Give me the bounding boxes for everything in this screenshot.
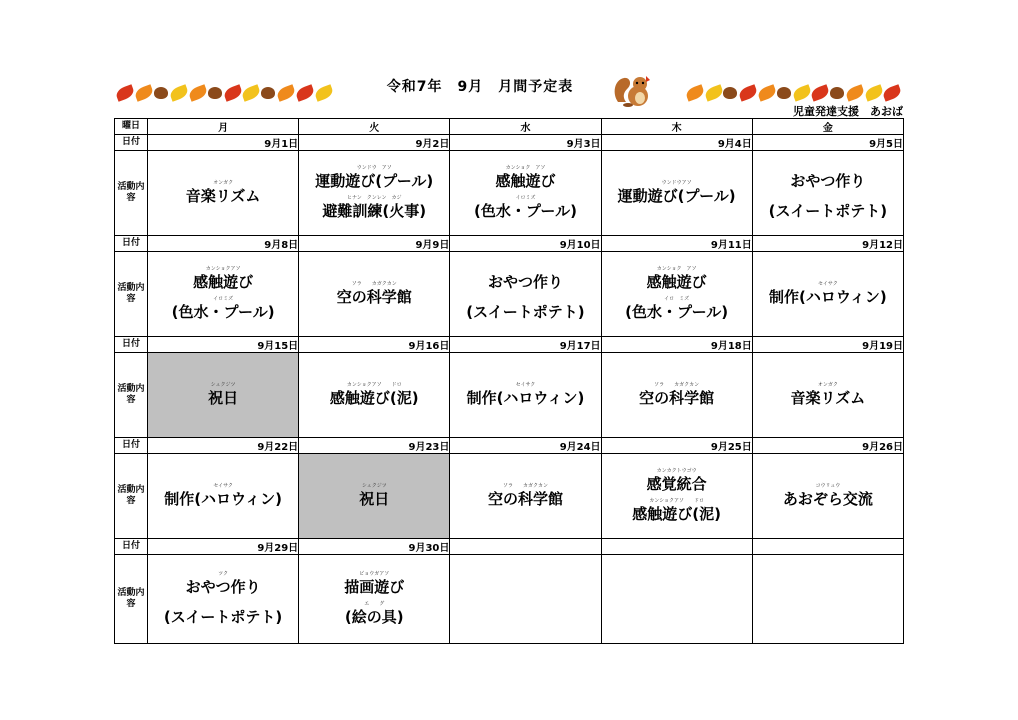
date-label: 日付 (115, 337, 148, 353)
chestnut-icon (777, 87, 791, 99)
furigana-reading: コウリュウ (815, 483, 841, 489)
date-cell: 9月29日 (148, 539, 299, 555)
furigana-reading: シュクジツ (361, 483, 387, 489)
autumn-leaf-icon (791, 84, 812, 101)
autumn-leaf-icon (314, 84, 335, 101)
activity-name: 音楽リズム (790, 389, 866, 407)
activity-cell (450, 454, 601, 539)
activity-detail: (スイートポテト) (163, 608, 283, 626)
autumn-leaves-garland-left (116, 80, 334, 106)
autumn-leaf-icon (276, 84, 297, 101)
activity-name: 感触遊び (495, 172, 556, 190)
furigana-reading: エ グ (364, 601, 385, 607)
autumn-leaf-icon (844, 84, 865, 101)
activity-row (115, 252, 904, 337)
activity-name: おやつ作り (487, 273, 563, 291)
date-cell: 9月12日 (752, 236, 903, 252)
activity-cell (299, 353, 450, 438)
activity-cell (450, 555, 601, 644)
activity-name: 感触遊び (193, 273, 254, 291)
date-row (115, 135, 904, 151)
furigana-reading: カンショクアソ ドロ (346, 382, 402, 388)
activity-name: 感覚統合 (646, 475, 707, 493)
activity-label: 活動内容 (115, 555, 148, 644)
activity-name: 祝日 (359, 490, 390, 508)
weekday-header: 木 (601, 119, 752, 135)
date-cell: 9月22日 (148, 438, 299, 454)
weekday-header: 水 (450, 119, 601, 135)
furigana-reading (450, 596, 600, 602)
activity-cell (299, 151, 450, 236)
date-cell: 9月24日 (450, 438, 601, 454)
activity-detail: (色水・プール) (625, 303, 729, 321)
date-row (115, 236, 904, 252)
activity-label: 活動内容 (115, 151, 148, 236)
date-cell: 9月8日 (148, 236, 299, 252)
autumn-leaf-icon (133, 84, 154, 101)
date-row (115, 438, 904, 454)
furigana-reading (602, 596, 752, 602)
furigana-reading: シュクジツ (210, 382, 236, 388)
furigana-reading: ウンドウ アソ (356, 165, 392, 171)
date-label: 日付 (115, 438, 148, 454)
activity-name: 空の科学館 (336, 288, 412, 306)
activity-cell (450, 151, 601, 236)
date-cell: 9月4日 (601, 135, 752, 151)
date-cell: 9月3日 (450, 135, 601, 151)
weekday-header: 火 (299, 119, 450, 135)
chestnut-icon (261, 87, 275, 99)
activity-cell (450, 252, 601, 337)
activity-name: 感触遊び(泥) (329, 389, 419, 407)
squirrel-icon (610, 72, 656, 108)
activity-cell (601, 151, 752, 236)
activity-name: 制作(ハロウィン) (164, 490, 282, 508)
activity-name: 感触遊び (646, 273, 707, 291)
activity-cell (601, 454, 752, 539)
date-cell: 9月17日 (450, 337, 601, 353)
furigana-reading: オンガク (213, 180, 234, 186)
weekday-header: 金 (752, 119, 903, 135)
furigana-reading: ソラ カガクカン (654, 382, 700, 388)
activity-name: あおぞら交流 (782, 490, 873, 508)
furigana-reading: ヒナン クンレン カジ (347, 195, 402, 201)
activity-name: おやつ作り (790, 172, 866, 190)
date-cell: 9月2日 (299, 135, 450, 151)
activity-detail: (絵の具) (344, 608, 404, 626)
activity-detail: (スイートポテト) (768, 202, 888, 220)
date-row (115, 539, 904, 555)
date-cell: 9月10日 (450, 236, 601, 252)
date-label: 日付 (115, 539, 148, 555)
monthly-schedule-table (114, 118, 904, 644)
autumn-leaf-icon (756, 84, 777, 101)
date-cell: 9月5日 (752, 135, 903, 151)
date-cell (601, 539, 752, 555)
autumn-leaf-icon (703, 84, 724, 101)
date-label: 日付 (115, 135, 148, 151)
date-cell: 9月25日 (601, 438, 752, 454)
activity-cell (450, 353, 601, 438)
furigana-reading: カンショクアソ (205, 266, 241, 272)
date-cell: 9月1日 (148, 135, 299, 151)
activity-name: 運動遊び(プール) (315, 172, 434, 190)
furigana-reading: イロ ミズ (664, 296, 690, 302)
date-cell: 9月15日 (148, 337, 299, 353)
autumn-leaf-icon (241, 84, 262, 101)
date-cell: 9月30日 (299, 539, 450, 555)
activity-cell (148, 252, 299, 337)
furigana-reading: セイサク (515, 382, 536, 388)
date-row (115, 337, 904, 353)
autumn-leaf-icon (114, 84, 135, 101)
activity-cell (299, 252, 450, 337)
date-cell: 9月18日 (601, 337, 752, 353)
date-cell: 9月9日 (299, 236, 450, 252)
date-cell (752, 539, 903, 555)
activity-name: 制作(ハロウィン) (466, 389, 585, 407)
autumn-leaf-icon (222, 84, 243, 101)
organization-name: 児童発達支援 あおば (793, 105, 903, 118)
chestnut-icon (208, 87, 222, 99)
date-cell: 9月16日 (299, 337, 450, 353)
autumn-leaf-icon (863, 84, 884, 101)
activity-label: 活動内容 (115, 252, 148, 337)
activity-row (115, 151, 904, 236)
activity-cell (752, 454, 903, 539)
activity-label: 活動内容 (115, 454, 148, 539)
activity-cell (752, 353, 903, 438)
furigana-reading: カンショク アソ (505, 165, 546, 171)
activity-cell (299, 555, 450, 644)
holiday-cell (148, 353, 299, 438)
activity-cell (752, 252, 903, 337)
activity-detail: (色水・プール) (473, 202, 577, 220)
autumn-leaf-icon (810, 84, 831, 101)
autumn-leaf-icon (684, 84, 705, 101)
date-cell: 9月11日 (601, 236, 752, 252)
weekday-header-row (115, 119, 904, 135)
activity-detail: (スイートポテト) (466, 303, 585, 321)
furigana-reading: ウンドウアソ (661, 180, 692, 186)
holiday-cell (299, 454, 450, 539)
furigana-reading: ソラ カガクカン (502, 483, 548, 489)
page-title: 令和7年 9月 月間予定表 (386, 79, 574, 95)
autumn-leaf-icon (882, 84, 903, 101)
chestnut-icon (723, 87, 737, 99)
activity-name: 音楽リズム (185, 187, 261, 205)
activity-cell (752, 151, 903, 236)
furigana-reading (753, 596, 903, 602)
furigana-reading: ツク (218, 571, 229, 577)
activity-name: 運動遊び(プール) (617, 187, 736, 205)
activity-cell (752, 555, 903, 644)
activity-cell (148, 555, 299, 644)
chestnut-icon (154, 87, 168, 99)
date-label: 日付 (115, 236, 148, 252)
activity-detail: 避難訓練(火事) (322, 202, 427, 220)
activity-label: 活動内容 (115, 353, 148, 438)
date-cell (450, 539, 601, 555)
activity-cell (148, 454, 299, 539)
activity-name: 空の科学館 (487, 490, 563, 508)
activity-name: 制作(ハロウィン) (768, 288, 887, 306)
date-cell: 9月19日 (752, 337, 903, 353)
activity-cell (148, 151, 299, 236)
furigana-reading: イロミズ (213, 296, 234, 302)
autumn-leaf-icon (187, 84, 208, 101)
activity-row (115, 555, 904, 644)
autumn-leaf-icon (295, 84, 316, 101)
activity-name: 祝日 (208, 389, 239, 407)
furigana-reading: ビョウガアソ (359, 571, 390, 577)
activity-row (115, 353, 904, 438)
activity-cell (601, 252, 752, 337)
activity-name: 描画遊び (344, 578, 405, 596)
activity-row (115, 454, 904, 539)
furigana-reading: オンガク (817, 382, 838, 388)
activity-cell (601, 555, 752, 644)
furigana-reading: ソラ カガクカン (351, 281, 397, 287)
furigana-reading: イロミズ (515, 195, 536, 201)
furigana-reading: カンカクトウゴウ (656, 468, 697, 474)
furigana-reading: セイサク (818, 281, 838, 287)
autumn-leaf-icon (738, 84, 759, 101)
activity-detail: 感触遊び(泥) (632, 505, 722, 523)
furigana-reading: セイサク (213, 483, 233, 489)
chestnut-icon (830, 87, 844, 99)
date-cell: 9月26日 (752, 438, 903, 454)
weekday-label: 曜日 (115, 119, 148, 135)
furigana-reading: カンショク アソ (656, 266, 697, 272)
weekday-header: 月 (148, 119, 299, 135)
activity-name: おやつ作り (185, 578, 261, 596)
activity-name: 空の科学館 (639, 389, 715, 407)
activity-detail: (色水・プール) (171, 303, 275, 321)
autumn-leaf-icon (168, 84, 189, 101)
date-cell: 9月23日 (299, 438, 450, 454)
activity-cell (601, 353, 752, 438)
furigana-reading: カンショクアソ ドロ (649, 498, 705, 504)
